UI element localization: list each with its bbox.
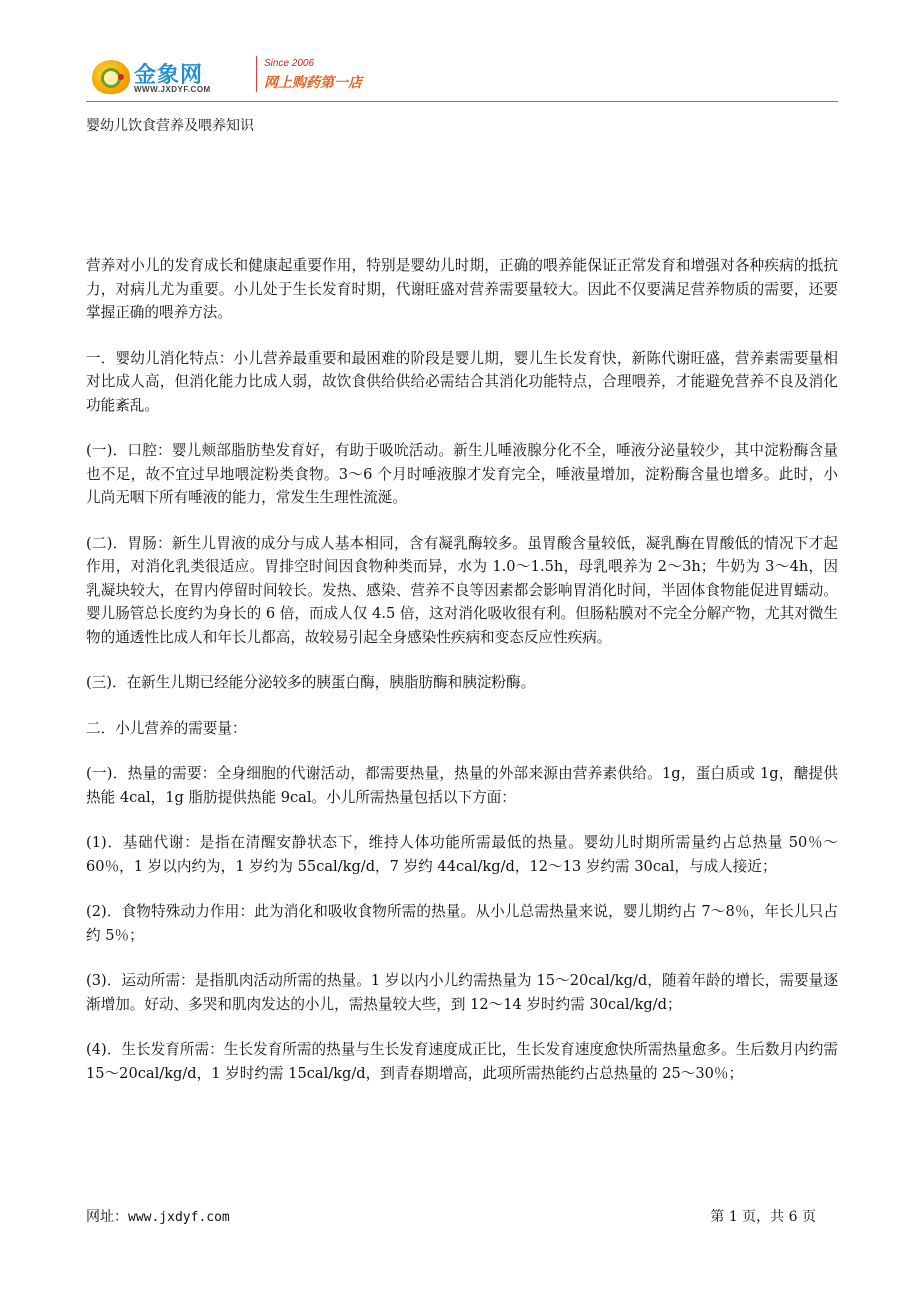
slogan-text: 网上购药第一店 [264,75,362,91]
elephant-logo-icon [92,60,130,94]
page-number: 第 1 页，共 6 页 [710,1209,816,1225]
paragraph-enzymes: (三)．在新生儿期已经能分泌较多的胰蛋白酶，胰脂肪酶和胰淀粉酶。 [86,674,536,691]
paragraph-energy: (一)．热量的需要：全身细胞的代谢活动，都需要热量，热量的外部来源由营养素供给。1g，蛋白质或 1g，醣提供热能 4cal，1g 脂肪提供热能 9cal。小儿所需热量包括以下方面： [86,765,838,806]
paragraph-stomach: (二)．胃肠：新生儿胃液的成分与成人基本相同，含有凝乳酶较多。虽胃酸含量较低，凝乳酶在胃酸低的情况下才起作用，对消化乳类很适应。胃排空时间因食物种类而异，水为 1.0～1.5h，母乳喂养为 2～3h；牛奶为 3～4h，因乳凝块较大，在胃内停留时间较长。发热、感染、营养不良等因素都会影响胃消化时间，半固体食物能促进胃蠕动。婴儿肠管总长度约为身长的 6 倍，而成人仅 4.5 倍，这对消化吸收很有利。但肠粘膜对不完全分解产物，尤其对微生物的通透性比成人和年长儿都高，故较易引起全身感染性疾病和变态反应性疾病。 [86,534,838,646]
paragraph-basal-metabolism: (1)．基础代谢：是指在清醒安静状态下，维持人体功能所需最低的热量。婴幼儿时期所需量约占总热量 50％～60％，1 岁以内约为，1 岁约为 55cal/kg/d，7 岁约 44cal/kg/d，12～13 岁约需 30cal，与成人接近； [86,834,838,875]
paragraph-activity: (3)．运动所需：是指肌肉活动所需的热量。1 岁以内小儿约需热量为 15～20cal/kg/d，随着年龄的增长，需要量逐渐增加。好动、多哭和肌肉发达的小儿，需热量较大些，到 12～14 岁时约需 30cal/kg/d； [86,972,838,1013]
since-text: Since 2006 [264,58,315,69]
paragraph-growth: (4)．生长发育所需：生长发育所需的热量与生长发育速度成正比，生长发育速度愈快所需热量愈多。生后数月内约需 15～20cal/kg/d，1 岁时约需 15cal/kg/d，到青春期增高，此项所需热能约占总热量的 25～30％； [86,1041,838,1082]
document-title: 婴幼儿饮食营养及喂养知识 [86,118,254,134]
header-rule [86,101,838,102]
document-body [86,254,838,1107]
site-url-link[interactable]: www.jxdyf.com [128,1210,230,1225]
site-logo[interactable] [86,54,251,98]
logo-url: WWW.JXDYF.COM [134,85,211,94]
header-divider [256,56,257,92]
paragraph-section-1: 一．婴幼儿消化特点：小儿营养最重要和最困难的阶段是婴儿期，婴儿生长发育快，新陈代谢旺盛，营养素需要量相对比成人高，但消化能力比成人弱，故饮食供给供给必需结合其消化功能特点，合理喂养，才能避免营养不良及消化功能紊乱。 [86,349,838,414]
paragraph-mouth: (一)．口腔：婴儿颊部脂肪垫发育好，有助于吸吮活动。新生儿唾液腺分化不全，唾液分泌量较少，其中淀粉酶含量也不足，故不宜过早地喂淀粉类食物。3～6 个月时唾液腺才发育完全，唾液量增加，淀粉酶含量也增多。此时，小儿尚无咽下所有唾液的能力，常发生生理性流涎。 [86,442,838,506]
paragraph-intro: 营养对小儿的发育成长和健康起重要作用，特别是婴幼儿时期，正确的喂养能保证正常发育和增强对各种疾病的抵抗力，对病儿尤为重要。小儿处于生长发育时期，代谢旺盛对营养需要量较大。因此不仅要满足营养物质的需要，还要掌握正确的喂养方法。 [86,257,838,321]
page-footer-url [86,1206,230,1226]
logo-name: 金象网 [134,63,204,88]
url-label: 网址： [86,1209,128,1225]
paragraph-food-dynamic: (2)．食物特殊动力作用：此为消化和吸收食物所需的热量。从小儿总需热量来说，婴儿期约占 7～8％，年长儿只占约 5％； [86,903,838,944]
page-header [86,50,838,102]
paragraph-section-2: 二．小儿营养的需要量： [86,719,247,737]
